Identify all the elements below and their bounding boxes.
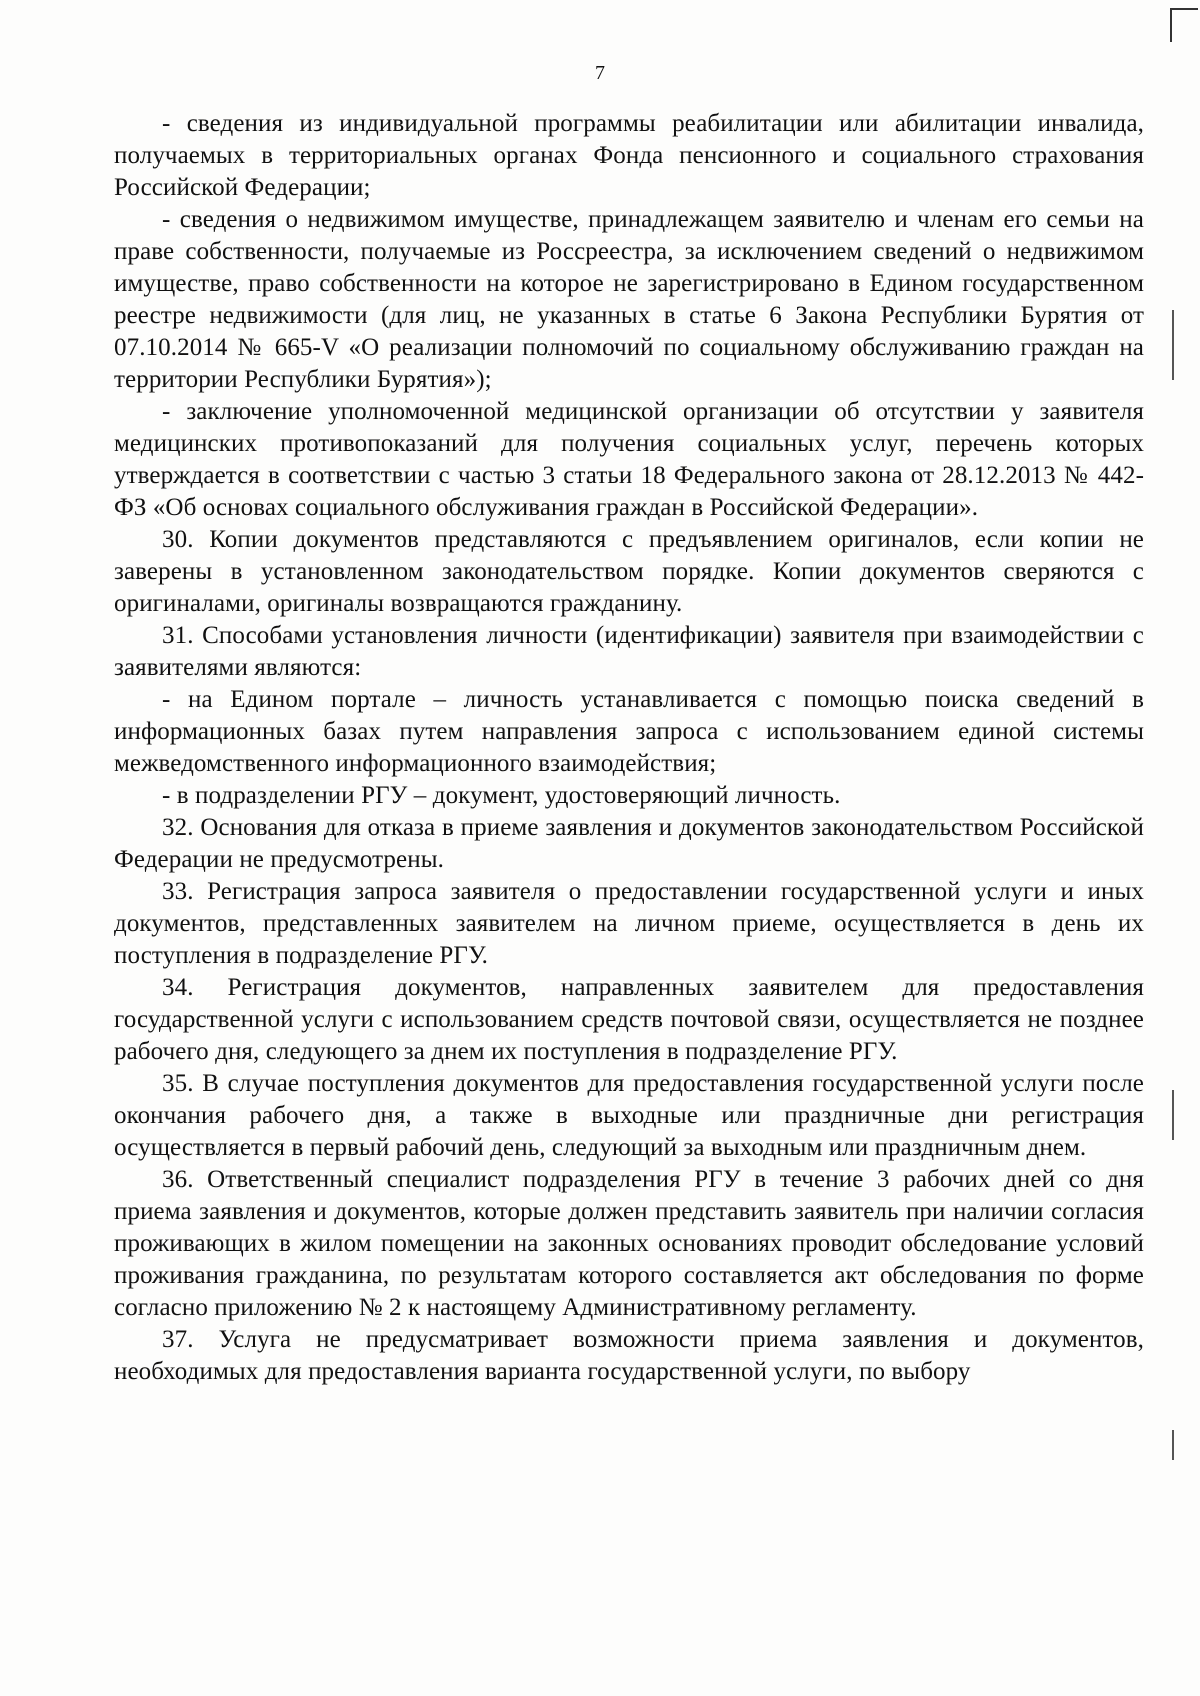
paragraph-31-portal: - на Едином портале – личность устанавливается с помощью поиска сведений в информационных базах путем направления запроса с использованием единой системы межведомственного информационного взаимодействия; bbox=[114, 686, 1144, 777]
scan-edge-mark bbox=[1172, 1430, 1174, 1460]
paragraph-real-estate-info: - сведения о недвижимом имуществе, принадлежащем заявителю и членам его семьи на праве собственности, получаемые из Россреестра, за исключением сведений о недвижимом имуществе, право собственности на которое не зарегистрировано в Едином государственном реестре недвижимости (для лиц, не указанных в статье 6 Закона Республики Бурятия от 07.10.2014 № 665-V «О реализации полномочий по социальному обслуживанию граждан на территории Республики Бурятия»); bbox=[114, 206, 1144, 393]
paragraph-36: 36. Ответственный специалист подразделения РГУ в течение 3 рабочих дней со дня приема заявления и документов, которые должен представить заявитель при наличии согласия проживающих в жилом помещении на законных основаниях проводит обследование условий проживания гражданина, по результатам которого составляется акт обследования по форме согласно приложению № 2 к настоящему Административному регламенту. bbox=[114, 1166, 1144, 1321]
document-body bbox=[114, 108, 1144, 1388]
paragraph-35: 35. В случае поступления документов для предоставления государственной услуги после окончания рабочего дня, а также в выходные или праздничные дни регистрация осуществляется в первый рабочий день, следующий за выходным или праздничным днем. bbox=[114, 1070, 1144, 1161]
paragraph-34: 34. Регистрация документов, направленных заявителем для предоставления государственной услуги с использованием средств почтовой связи, осуществляется не позднее рабочего дня, следующего за днем их поступления в подразделение РГУ. bbox=[114, 974, 1144, 1065]
paragraph-32: 32. Основания для отказа в приеме заявления и документов законодательством Российской Федерации не предусмотрены. bbox=[114, 814, 1144, 873]
paragraph-37: 37. Услуга не предусматривает возможности приема заявления и документов, необходимых для предоставления варианта государственной услуги, по выбору bbox=[114, 1326, 1144, 1385]
paragraph-33: 33. Регистрация запроса заявителя о предоставлении государственной услуги и иных документов, представленных заявителем на личном приеме, осуществляется в день их поступления в подразделение РГУ. bbox=[114, 878, 1144, 969]
paragraph-31: 31. Способами установления личности (идентификации) заявителя при взаимодействии с заявителями являются: bbox=[114, 622, 1144, 681]
paragraph-31-rgu: - в подразделении РГУ – документ, удостоверяющий личность. bbox=[162, 782, 841, 809]
scan-corner-mark bbox=[1170, 8, 1172, 42]
paragraph-medical-conclusion: - заключение уполномоченной медицинской организации об отсутствии у заявителя медицинских противопоказаний для получения социальных услуг, перечень которых утверждается в соответствии с частью 3 статьи 18 Федерального закона от 28.12.2013 № 442-ФЗ «Об основах социального обслуживания граждан в Российской Федерации». bbox=[114, 398, 1144, 521]
paragraph-30: 30. Копии документов представляются с предъявлением оригиналов, если копии не заверены в установленном законодательством порядке. Копии документов сверяются с оригиналами, оригиналы возвращаются гражданину. bbox=[114, 526, 1144, 617]
scan-corner-mark bbox=[1170, 8, 1198, 10]
page-number: 7 bbox=[595, 62, 605, 84]
scan-edge-mark bbox=[1172, 1090, 1174, 1140]
paragraph-rehab-program-info: - сведения из индивидуальной программы реабилитации или абилитации инвалида, получаемых в территориальных органах Фонда пенсионного и социального страхования Российской Федерации; bbox=[114, 110, 1144, 201]
scan-edge-mark bbox=[1172, 310, 1174, 380]
